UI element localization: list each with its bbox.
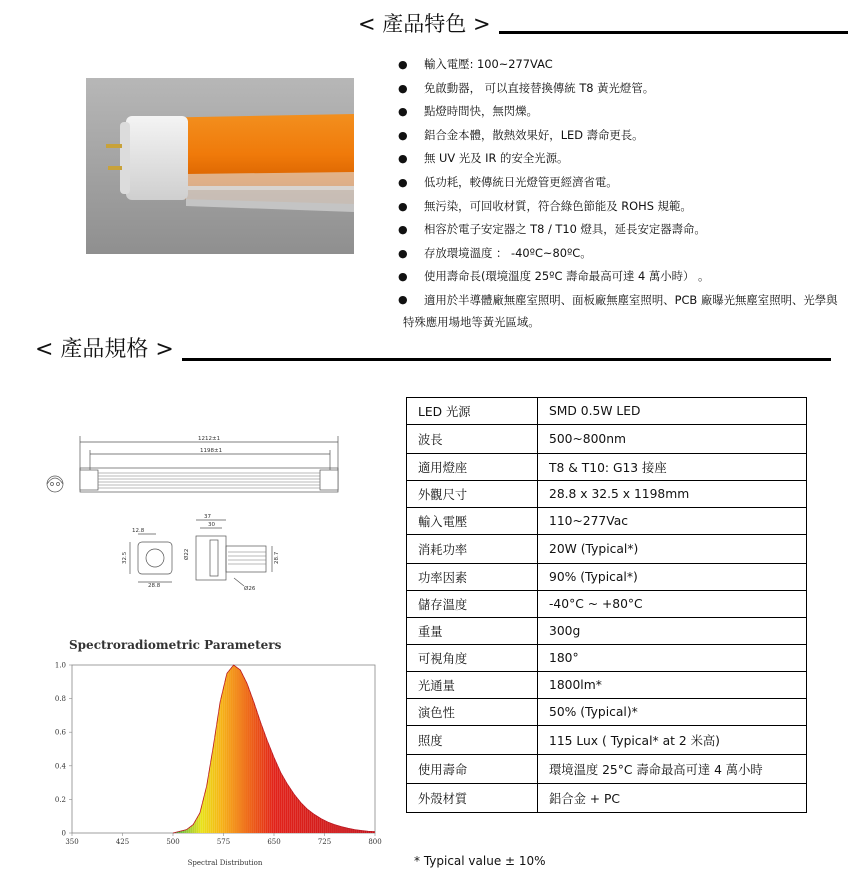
spec-value: T8 & T10: G13 接座 bbox=[538, 454, 807, 481]
end-view-circle bbox=[47, 476, 63, 492]
y-tick-label: 1.0 bbox=[54, 661, 66, 670]
spec-value: 50% (Typical)* bbox=[538, 699, 807, 726]
spec-row bbox=[407, 618, 807, 645]
spec-value: 110~277Vac bbox=[538, 508, 807, 535]
side-detail-stripes bbox=[228, 552, 266, 564]
feature-text: 相容於電子安定器之 T8 / T10 燈具，延長安定器壽命。 bbox=[424, 222, 706, 237]
specs-title: < 產品規格 > bbox=[35, 337, 174, 362]
features-heading bbox=[358, 12, 848, 36]
leader-line bbox=[234, 578, 244, 586]
spec-key: 光通量 bbox=[407, 672, 538, 699]
spec-value: 500~800nm bbox=[538, 425, 807, 454]
spec-row bbox=[407, 564, 807, 591]
led-tube-image bbox=[86, 78, 354, 254]
feature-text: 使用壽命長(環境溫度 25ºC 壽命最高可達 4 萬小時） 。 bbox=[424, 269, 710, 284]
feature-item bbox=[396, 195, 848, 219]
spec-key: LED 光源 bbox=[407, 398, 538, 425]
spec-value: 90% (Typical*) bbox=[538, 564, 807, 591]
feature-item bbox=[396, 147, 848, 171]
features-title: < 產品特色 > bbox=[358, 12, 491, 36]
feature-text: 適用於半導體廠無塵室照明、面板廠無塵室照明、PCB 廠曝光無塵室照明、光學與特殊應用場地等黃光區域。 bbox=[403, 292, 838, 329]
dim-label: 30 bbox=[208, 522, 215, 528]
spec-key: 輸入電壓 bbox=[407, 508, 538, 535]
tube-cap-left bbox=[80, 470, 98, 490]
side-detail-cap bbox=[196, 536, 226, 580]
spec-value: 115 Lux ( Typical* at 2 米高) bbox=[538, 726, 807, 755]
feature-text: 免啟動器， 可以直接替換傳統 T8 黃光燈管。 bbox=[424, 80, 655, 95]
feature-text: 存放環境溫度 ： -40ºC~80ºC。 bbox=[424, 245, 592, 260]
bullet-icon: ● bbox=[398, 246, 408, 260]
spec-key: 使用壽命 bbox=[407, 755, 538, 784]
spec-row bbox=[407, 755, 807, 784]
bullet-icon: ● bbox=[398, 128, 408, 142]
cross-section-circle bbox=[146, 549, 164, 567]
pin bbox=[57, 483, 60, 486]
spec-key: 外觀尺寸 bbox=[407, 481, 538, 508]
feature-item bbox=[396, 53, 848, 77]
feature-item bbox=[396, 265, 848, 289]
spec-row bbox=[407, 454, 807, 481]
dim-label: Ø26 bbox=[244, 586, 256, 592]
spec-key: 可視角度 bbox=[407, 645, 538, 672]
spec-key: 功率因素 bbox=[407, 564, 538, 591]
feature-text: 無污染，可回收材質，符合綠色節能及 ROHS 規範。 bbox=[424, 198, 692, 213]
y-tick-label: 0 bbox=[61, 829, 66, 838]
spectrum-area bbox=[173, 665, 375, 833]
specs-heading-rule bbox=[182, 358, 831, 361]
x-tick-label: 350 bbox=[65, 838, 79, 846]
feature-item bbox=[396, 171, 848, 195]
spec-key: 適用燈座 bbox=[407, 454, 538, 481]
spec-key: 消耗功率 bbox=[407, 535, 538, 564]
spec-value: 20W (Typical*) bbox=[538, 535, 807, 564]
x-tick-label: 575 bbox=[216, 838, 231, 846]
spec-row bbox=[407, 672, 807, 699]
x-tick-label: 800 bbox=[368, 838, 382, 846]
spec-row bbox=[407, 591, 807, 618]
bullet-icon: ● bbox=[398, 270, 408, 284]
feature-item bbox=[396, 77, 848, 101]
bullet-icon: ● bbox=[398, 199, 408, 213]
feature-item bbox=[396, 124, 848, 148]
spec-value: 環境溫度 25°C 壽命最高可達 4 萬小時 bbox=[538, 755, 807, 784]
spec-key: 重量 bbox=[407, 618, 538, 645]
spec-key: 演色性 bbox=[407, 699, 538, 726]
product-photo bbox=[86, 78, 354, 254]
y-tick-label: 0.6 bbox=[54, 728, 66, 737]
end-view-arc bbox=[47, 478, 63, 484]
x-tick-label: 500 bbox=[166, 838, 180, 846]
spec-value: 1800lm* bbox=[538, 672, 807, 699]
x-axis-label: Spectral Distribution bbox=[187, 859, 263, 867]
spec-value: 28.8 x 32.5 x 1198mm bbox=[538, 481, 807, 508]
bullet-icon: ● bbox=[398, 152, 408, 166]
feature-text: 點燈時間快，無閃爍。 bbox=[424, 104, 538, 119]
spec-row bbox=[407, 508, 807, 535]
tube-stripes bbox=[98, 473, 320, 488]
spec-key: 儲存溫度 bbox=[407, 591, 538, 618]
bullet-icon: ● bbox=[398, 105, 408, 119]
dim-label: 28.7 bbox=[274, 551, 280, 564]
spec-table-body bbox=[407, 398, 807, 813]
chart-title: Spectroradiometric Parameters bbox=[69, 638, 282, 652]
spec-value: 鋁合金 + PC bbox=[538, 784, 807, 813]
x-tick-label: 725 bbox=[317, 838, 332, 846]
pin bbox=[51, 483, 54, 486]
feature-text: 鋁合金本體，散熱效果好，LED 壽命更長。 bbox=[424, 127, 644, 142]
spec-value: 300g bbox=[538, 618, 807, 645]
spec-row bbox=[407, 398, 807, 425]
feature-list bbox=[396, 53, 848, 333]
spec-value: 180° bbox=[538, 645, 807, 672]
side-detail-inner bbox=[210, 540, 218, 576]
feature-item bbox=[396, 242, 848, 266]
spec-key: 照度 bbox=[407, 726, 538, 755]
x-tick-label: 650 bbox=[267, 838, 281, 846]
spec-key: 外殼材質 bbox=[407, 784, 538, 813]
tube-body bbox=[80, 468, 338, 492]
spec-row bbox=[407, 645, 807, 672]
cross-section bbox=[138, 542, 172, 574]
dimension-drawing bbox=[38, 418, 383, 618]
feature-item bbox=[396, 100, 848, 124]
bullet-icon: ● bbox=[398, 81, 408, 95]
dim-label: 37 bbox=[204, 514, 211, 520]
feature-item bbox=[396, 289, 848, 333]
dim-label: 12.8 bbox=[132, 528, 145, 534]
bullet-icon: ● bbox=[398, 292, 408, 306]
spec-row bbox=[407, 481, 807, 508]
features-heading-rule bbox=[499, 31, 848, 34]
bullet-icon: ● bbox=[398, 223, 408, 237]
spec-value: -40°C ~ +80°C bbox=[538, 591, 807, 618]
chart-marks bbox=[173, 665, 375, 833]
spec-row bbox=[407, 784, 807, 813]
side-detail-tube bbox=[226, 546, 266, 572]
spectrum-chart bbox=[54, 655, 382, 870]
spec-value: SMD 0.5W LED bbox=[538, 398, 807, 425]
feature-item bbox=[396, 218, 848, 242]
spec-key: 波長 bbox=[407, 425, 538, 454]
spec-row bbox=[407, 699, 807, 726]
dim-label: 28.8 bbox=[148, 583, 161, 589]
footnote: * Typical value ± 10% bbox=[414, 854, 546, 868]
feature-text: 無 UV 光及 IR 的安全光源。 bbox=[424, 151, 569, 166]
dim-label: 32.5 bbox=[122, 551, 128, 564]
spec-row bbox=[407, 726, 807, 755]
spec-row bbox=[407, 425, 807, 454]
bullet-icon: ● bbox=[398, 175, 408, 189]
dim-label: Ø22 bbox=[184, 548, 190, 560]
spec-table bbox=[406, 397, 807, 813]
feature-text: 輸入電壓: 100~277VAC bbox=[424, 57, 553, 71]
specs-heading bbox=[35, 338, 831, 362]
x-tick-label: 425 bbox=[115, 838, 130, 846]
spec-row bbox=[407, 535, 807, 564]
y-tick-label: 0.2 bbox=[54, 795, 66, 804]
y-tick-label: 0.8 bbox=[54, 695, 66, 704]
dim-total-label: 1212±1 bbox=[198, 436, 221, 442]
y-tick-label: 0.4 bbox=[54, 762, 66, 771]
dim-tube-label: 1198±1 bbox=[200, 448, 223, 454]
feature-text: 低功耗，較傳統日光燈管更經濟省電。 bbox=[424, 174, 618, 189]
bullet-icon: ● bbox=[398, 58, 408, 71]
tube-cap-right bbox=[320, 470, 338, 490]
